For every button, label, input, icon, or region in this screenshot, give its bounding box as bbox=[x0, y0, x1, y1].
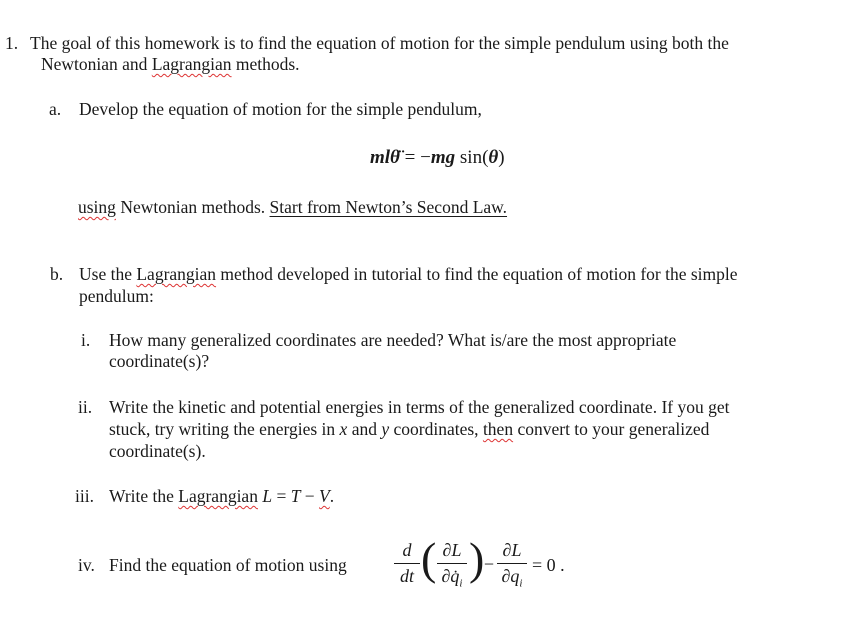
item-i-line1: How many generalized coordinates are needed? What is/are the most appropriate bbox=[109, 330, 677, 350]
problem-intro-line1: The goal of this homework is to find the equation of motion for the simple pendulum using both the bbox=[30, 33, 729, 53]
part-b-line2: pendulum: bbox=[79, 286, 154, 306]
item-iv-text: Find the equation of motion using bbox=[109, 555, 347, 575]
pendulum-equation: mlθ̈ = −mg sin(θ) bbox=[370, 147, 505, 168]
problem-number: 1. bbox=[5, 33, 19, 53]
item-iv-label: iv. bbox=[78, 555, 95, 575]
part-b-label: b. bbox=[50, 264, 64, 284]
item-i-label: i. bbox=[81, 330, 91, 350]
item-iii-text: Write the Lagrangian L = T − V. bbox=[109, 486, 335, 506]
equals-zero: = 0 . bbox=[532, 555, 565, 575]
item-ii-line3: coordinate(s). bbox=[109, 441, 206, 461]
d-numerator: d bbox=[402, 540, 412, 560]
dqdot-denominator: $\partial q̇_i$ bbox=[441, 566, 463, 590]
lagrangian-word: Lagrangian bbox=[151, 54, 232, 74]
item-ii-label: ii. bbox=[78, 397, 93, 417]
part-a-label: a. bbox=[49, 99, 62, 119]
dL-numerator-2: ∂L bbox=[502, 540, 522, 560]
item-ii-line1: Write the kinetic and potential energies in terms of the generalized coordinate. If you get bbox=[109, 397, 730, 417]
dq-denominator: $\partial q_i$ bbox=[501, 566, 523, 590]
item-ii-line2: stuck, try writing the energies in x and y coordinates, then convert to your generalized bbox=[109, 419, 710, 439]
item-iii-label: iii. bbox=[75, 486, 94, 506]
part-b-line1: Use the Lagrangian method developed in tutorial to find the equation of motion for the simple bbox=[79, 264, 738, 284]
dL-numerator-1: ∂L bbox=[442, 540, 462, 560]
part-a-text: Develop the equation of motion for the simple pendulum, bbox=[79, 99, 482, 119]
part-a-method-line: using Newtonian methods. Start from Newton’s Second Law. bbox=[78, 197, 508, 217]
item-i-line2: coordinate(s)? bbox=[109, 351, 210, 371]
problem-intro-line2: Newtonian and Lagrangian methods. bbox=[41, 54, 300, 74]
dt-denominator: dt bbox=[399, 566, 414, 586]
newton-second-law-hint: Start from Newton’s Second Law. bbox=[269, 197, 508, 217]
